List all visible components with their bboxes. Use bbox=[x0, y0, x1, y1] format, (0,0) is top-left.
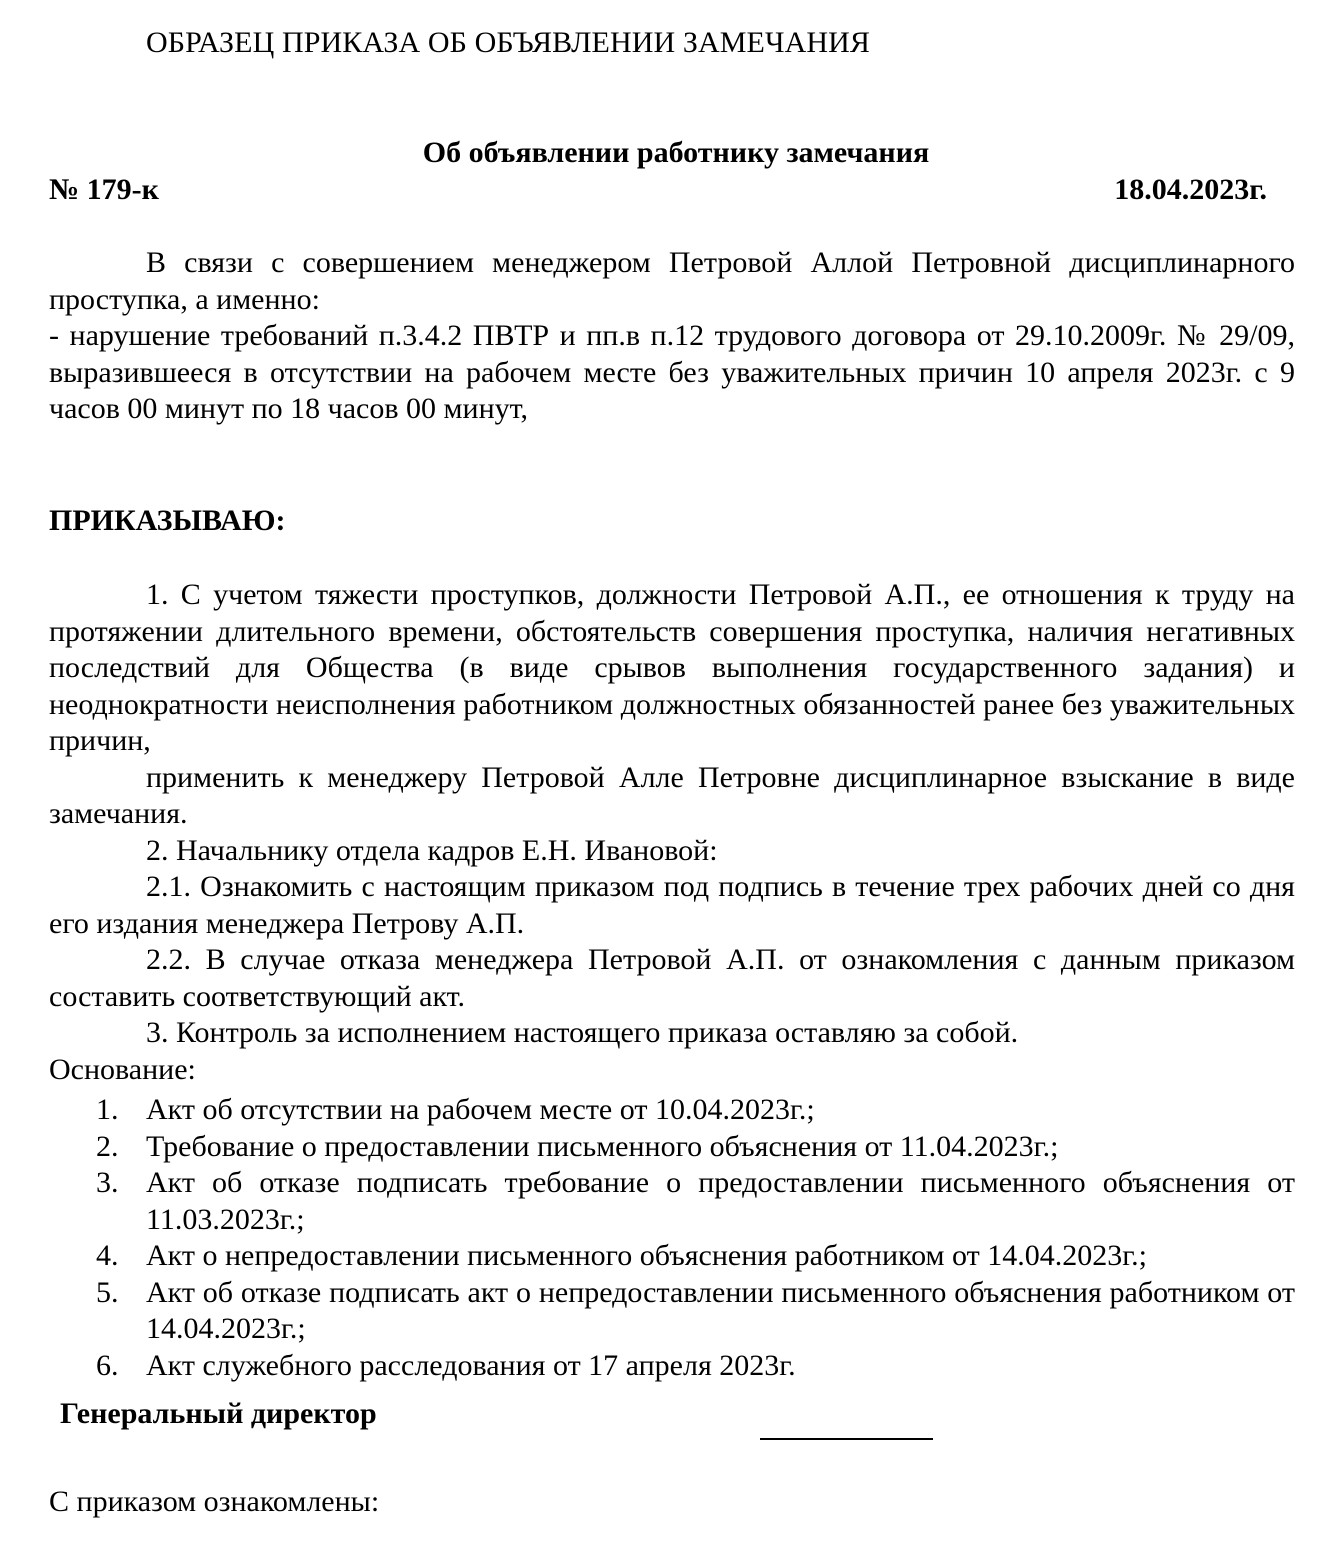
order-item-1: 1. С учетом тяжести проступков, должности Петровой А.П., ее отношения к труду на протяжении длительного времени, обстоятельств совершения проступка, наличия негативных последствий для Общества (в виде срывов выполнения государственного задания) и неоднократности неисполнения работником должностных обязанностей ранее без уважительных причин, bbox=[49, 578, 1295, 757]
list-item bbox=[49, 1165, 1295, 1238]
order-title: Об объявлении работнику замечания bbox=[422, 136, 930, 169]
acquainted-label: С приказом ознакомлены: bbox=[49, 1485, 380, 1518]
preamble-intro: В связи с совершением менеджером Петровой Аллой Петровной дисциплинарного проступка, а именно: bbox=[49, 246, 1295, 316]
preamble-violation: - нарушение требований п.3.4.2 ПВТР и пп.в п.12 трудового договора от 29.10.2009г. № 29/09, выразившееся в отсутствии на рабочем месте без уважительных причин 10 апреля 2023г. с 9 часов 00 минут по 18 часов 00 минут, bbox=[49, 319, 1295, 425]
order-item-2-1: 2.1. Ознакомить с настоящим приказом под подпись в течение трех рабочих дней со дня его издания менеджера Петрову А.П. bbox=[49, 870, 1295, 940]
order-item-2: 2. Начальнику отдела кадров Е.Н. Ивановой: bbox=[146, 833, 718, 867]
basis-num: 1. bbox=[96, 1093, 119, 1126]
list-item bbox=[49, 1238, 1295, 1275]
order-word: ПРИКАЗЫВАЮ: bbox=[49, 504, 286, 537]
basis-num: 6. bbox=[96, 1348, 119, 1382]
basis-num: 2. bbox=[96, 1129, 119, 1163]
basis-text: Акт о непредоставлении письменного объяснения работником от 14.04.2023г.; bbox=[146, 1239, 1147, 1272]
order-item-1-apply: применить к менеджеру Петровой Алле Петровне дисциплинарное взыскание в виде замечания. bbox=[49, 760, 1295, 830]
basis-text: Акт служебного расследования от 17 апреля 2023г. bbox=[146, 1348, 796, 1382]
order-number: № 179-к bbox=[49, 173, 159, 206]
signature-line bbox=[760, 1438, 933, 1440]
list-item bbox=[49, 1275, 1295, 1348]
basis-text: Требование о предоставлении письменного объяснения от 11.04.2023г.; bbox=[146, 1129, 1059, 1163]
list-item bbox=[49, 1092, 1295, 1129]
list-item bbox=[49, 1348, 1295, 1385]
list-item bbox=[49, 1129, 1295, 1166]
order-item-3: 3. Контроль за исполнением настоящего приказа оставляю за собой. bbox=[146, 1016, 1019, 1049]
basis-label: Основание: bbox=[49, 1052, 196, 1086]
order-item-2-2: 2.2. В случае отказа менеджера Петровой А.П. от ознакомления с данным приказом составить соответствующий акт. bbox=[49, 943, 1295, 1013]
director-title: Генеральный директор bbox=[60, 1397, 377, 1430]
basis-text: Акт об отказе подписать акт о непредоставлении письменного объяснения работником от 14.04.2023г.; bbox=[146, 1275, 1295, 1345]
basis-num: 5. bbox=[96, 1275, 119, 1309]
order-date: 18.04.2023г. bbox=[1114, 173, 1267, 206]
basis-list bbox=[49, 1092, 1295, 1384]
order-items bbox=[49, 577, 1295, 1088]
sample-title: ОБРАЗЕЦ ПРИКАЗА ОБ ОБЪЯВЛЕНИИ ЗАМЕЧАНИЯ bbox=[146, 26, 870, 59]
basis-num: 4. bbox=[96, 1239, 119, 1272]
preamble bbox=[49, 245, 1295, 428]
basis-text: Акт об отсутствии на рабочем месте от 10.04.2023г.; bbox=[146, 1093, 815, 1126]
basis-text: Акт об отказе подписать требование о предоставлении письменного объяснения от 11.03.2023г.; bbox=[146, 1166, 1295, 1236]
basis-num: 3. bbox=[96, 1166, 119, 1199]
